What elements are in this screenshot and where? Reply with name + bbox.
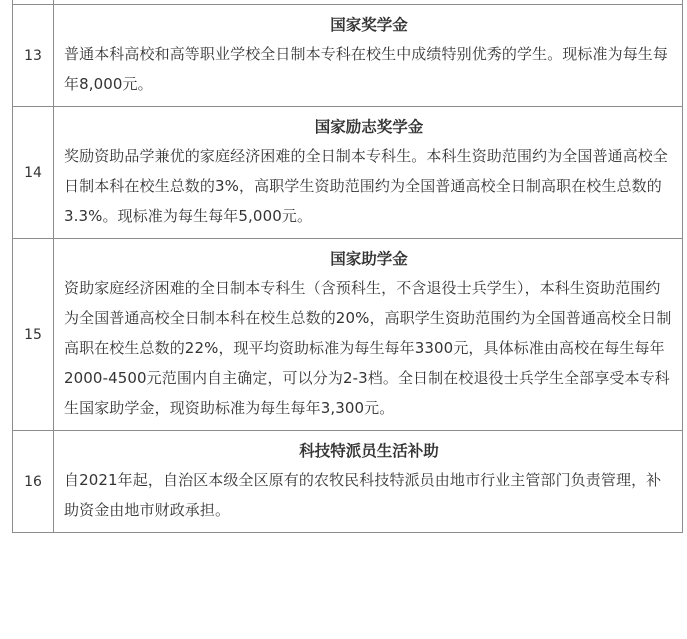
table-row [13,239,683,431]
table-row [13,107,683,239]
row-content [54,239,683,431]
row-number: 16 [13,431,54,533]
row-number: 13 [13,5,54,107]
table-row [13,5,683,107]
row-content [54,5,683,107]
row-title: 国家励志奖学金 [314,118,424,136]
row-title: 国家助学金 [330,250,408,268]
row-description: 自2021年起，自治区本级全区原有的农牧民科技特派员由地市行业主管部门负责管理，补助资金由地市财政承担。 [64,471,662,519]
row-description: 普通本科高校和高等职业学校全日制本专科在校生中成绩特别优秀的学生。现标准为每生每年8,000元。 [64,45,669,93]
row-title: 科技特派员生活补助 [299,442,439,460]
row-title: 国家奖学金 [330,16,408,34]
row-description: 资助家庭经济困难的全日制本专科生（含预科生，不含退役士兵学生），本科生资助范围约为全国普通高校全日制本科在校生总数的20%，高职学生资助范围约为全国普通高校全日制高职在校生总数的22%，现平均资助标准为每生每年3300元，具体标准由高校在每生每年2000-4500元范围内自主确定，可以分为2-3档。全日制在校退役士兵学生全部享受本专科生国家助学金，现资助标准为每生每年3,300元。 [64,279,672,417]
row-number: 14 [13,107,54,239]
row-content [54,431,683,533]
row-content [54,107,683,239]
policy-table [12,0,683,533]
table-row [13,431,683,533]
row-number: 15 [13,239,54,431]
row-description: 奖励资助品学兼优的家庭经济困难的全日制本专科生。本科生资助范围约为全国普通高校全日制本科在校生总数的3%，高职学生资助范围约为全国普通高校全日制高职在校生总数的3.3%。现标准为每生每年5,000元。 [64,147,669,225]
